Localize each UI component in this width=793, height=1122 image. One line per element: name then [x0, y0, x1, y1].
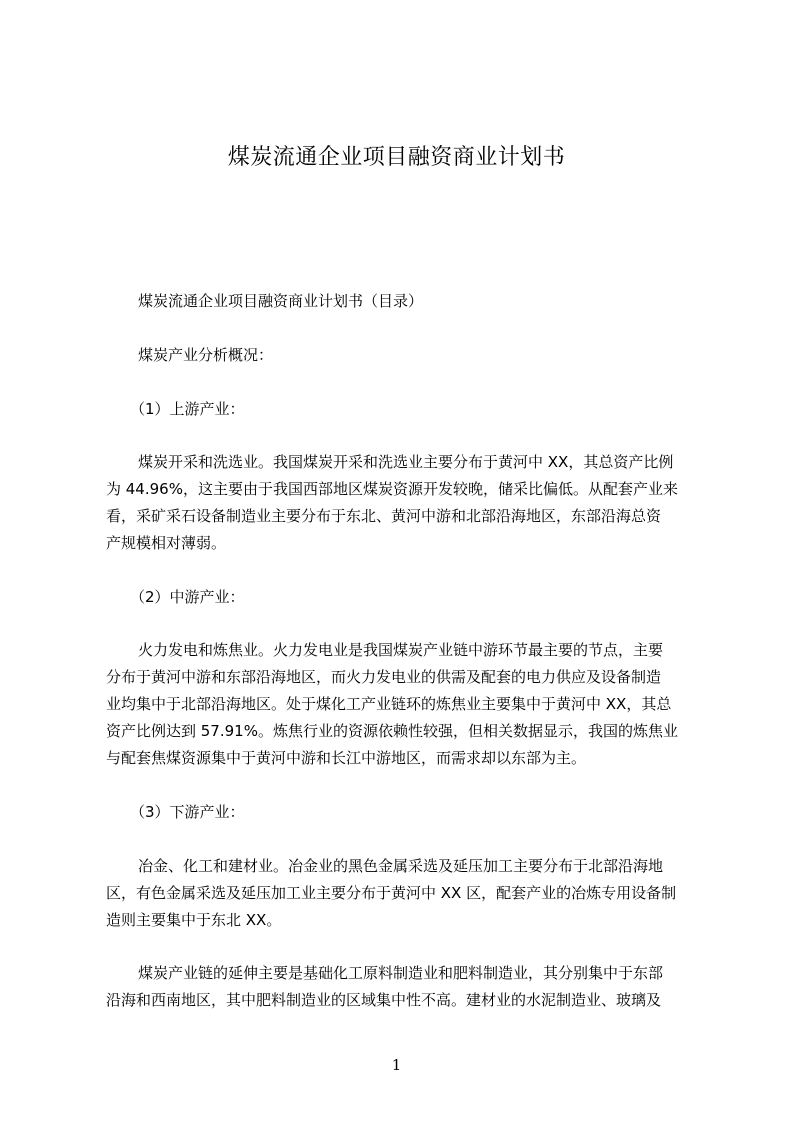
paragraph-line: 分布于黄河中游和东部沿海地区，而火力发电业的供需及配套的电力供应及设备制造	[106, 668, 662, 686]
paragraph-line: 火力发电和炼焦业。火力发电业是我国煤炭产业链中游环节最主要的节点，主要	[138, 641, 664, 659]
paragraph-line: 造则主要集中于东北 XX。	[106, 911, 282, 929]
subsection-heading: （3）下游产业：	[130, 803, 245, 821]
paragraph-line: 沿海和西南地区，其中肥料制造业的区域集中性不高。建材业的水泥制造业、玻璃及	[106, 991, 662, 1009]
paragraph-line: 资产比例达到 57.91%。炼焦行业的资源依赖性较强，但相关数据显示，我国的炼焦业	[106, 722, 678, 740]
toc-heading: 煤炭流通企业项目融资商业计划书（目录）	[138, 292, 424, 310]
section-heading: 煤炭产业分析概况：	[138, 346, 274, 364]
paragraph-line: 区，有色金属采选及延压加工业主要分布于黄河中 XX 区，配套产业的冶炼专用设备制	[106, 884, 677, 902]
paragraph-line: 业均集中于北部沿海地区。处于煤化工产业链环的炼焦业主要集中于黄河中 XX，其总	[106, 695, 672, 713]
document-title: 煤炭流通企业项目融资商业计划书	[227, 145, 566, 170]
subsection-heading: （2）中游产业：	[130, 588, 245, 606]
paragraph-line: 产规模相对薄弱。	[106, 534, 227, 552]
subsection-heading: （1）上游产业：	[130, 400, 245, 418]
paragraph-line: 煤炭产业链的延伸主要是基础化工原料制造业和肥料制造业，其分别集中于东部	[138, 964, 664, 982]
page-number: 1	[391, 1056, 402, 1074]
paragraph-line: 与配套焦煤资源集中于黄河中游和长江中游地区，而需求却以东部为主。	[106, 749, 587, 767]
paragraph-line: 为 44.96%，这主要由于我国西部地区煤炭资源开发较晚，储采比偏低。从配套产业来	[106, 480, 678, 498]
paragraph-line: 冶金、化工和建材业。冶金业的黑色金属采选及延压加工主要分布于北部沿海地	[138, 857, 664, 875]
paragraph-line: 看，采矿采石设备制造业主要分布于东北、黄河中游和北部沿海地区，东部沿海总资	[106, 507, 662, 525]
paragraph-line: 煤炭开采和洗选业。我国煤炭开采和洗选业主要分布于黄河中 XX，其总资产比例	[138, 453, 674, 471]
